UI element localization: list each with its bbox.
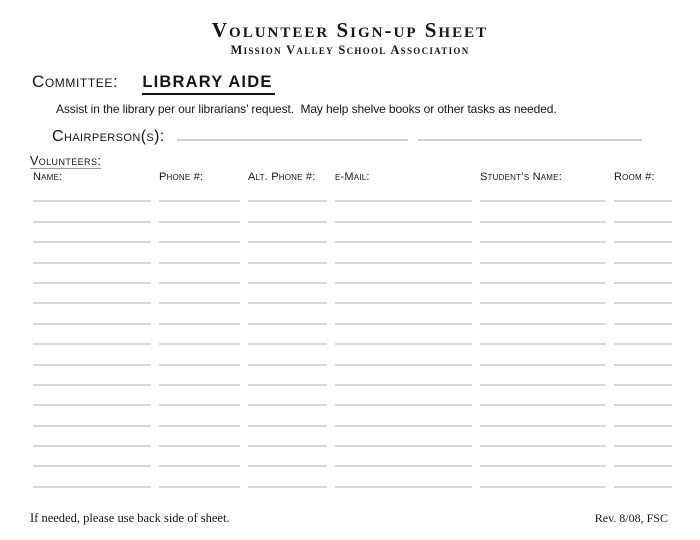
chairpersons-label: Chairperson(s): <box>52 128 165 145</box>
blank-cell <box>614 406 672 426</box>
blank-cell <box>159 325 240 345</box>
blank-cell <box>248 467 327 487</box>
blank-cell <box>480 182 606 202</box>
blank-cell <box>335 304 472 324</box>
blank-cell <box>248 325 327 345</box>
column-header-1: Phone #: <box>159 171 204 183</box>
column-header-0: Name: <box>33 171 63 183</box>
page-subtitle: Mission Valley School Association <box>230 43 470 58</box>
blank-cell <box>33 366 151 386</box>
blank-cell <box>33 182 151 202</box>
blank-cell <box>248 223 327 243</box>
table-row <box>33 386 672 406</box>
blank-cell <box>33 406 151 426</box>
committee-label: Committee: <box>32 72 119 91</box>
blank-cell <box>480 284 606 304</box>
blank-cell <box>480 223 606 243</box>
blank-cell <box>248 386 327 406</box>
blank-cell <box>335 427 472 447</box>
blank-cell <box>33 345 151 365</box>
blank-cell <box>248 284 327 304</box>
blank-cell <box>248 304 327 324</box>
blank-cell <box>159 406 240 426</box>
table-row <box>33 345 672 365</box>
blank-cell <box>480 264 606 284</box>
chairperson-blank-line-1 <box>177 129 408 141</box>
blank-cell <box>159 345 240 365</box>
blank-cell <box>335 284 472 304</box>
blank-cell <box>480 467 606 487</box>
column-header-3: e-Mail: <box>335 171 370 183</box>
blank-cell <box>159 386 240 406</box>
blank-cell <box>614 427 672 447</box>
blank-cell <box>159 264 240 284</box>
blank-cell <box>335 264 472 284</box>
blank-cell <box>159 427 240 447</box>
table-row <box>33 182 672 202</box>
blank-cell <box>248 264 327 284</box>
table-row <box>33 325 672 345</box>
table-rows <box>33 182 672 488</box>
blank-cell <box>480 325 606 345</box>
page-title: Volunteer Sign-up Sheet <box>211 18 489 42</box>
chairperson-row <box>52 128 642 146</box>
column-header-5: Room #: <box>614 171 655 183</box>
blank-cell <box>335 467 472 487</box>
blank-cell <box>33 386 151 406</box>
blank-cell <box>248 406 327 426</box>
blank-cell <box>335 243 472 263</box>
blank-cell <box>248 202 327 222</box>
blank-cell <box>614 223 672 243</box>
revision-label: Rev. 8/08, FSC <box>594 511 668 525</box>
blank-cell <box>159 243 240 263</box>
blank-cell <box>248 366 327 386</box>
blank-cell <box>614 284 672 304</box>
table-row <box>33 406 672 426</box>
blank-cell <box>614 447 672 467</box>
committee-description: Assist in the library per our librarians’ request. May help shelve books or other tasks as needed. <box>56 102 557 116</box>
table-row <box>33 366 672 386</box>
blank-cell <box>335 202 472 222</box>
footer-note: If needed, please use back side of sheet. <box>30 511 230 525</box>
table-row <box>33 284 672 304</box>
blank-cell <box>480 386 606 406</box>
blank-cell <box>614 304 672 324</box>
blank-cell <box>335 223 472 243</box>
blank-cell <box>480 447 606 467</box>
blank-cell <box>33 447 151 467</box>
blank-cell <box>480 243 606 263</box>
table-row <box>33 304 672 324</box>
blank-cell <box>33 427 151 447</box>
blank-cell <box>614 467 672 487</box>
blank-cell <box>248 182 327 202</box>
blank-cell <box>33 304 151 324</box>
page-header <box>0 19 700 58</box>
blank-cell <box>159 304 240 324</box>
table-row <box>33 202 672 222</box>
blank-cell <box>159 284 240 304</box>
table-row <box>33 427 672 447</box>
blank-cell <box>614 345 672 365</box>
blank-cell <box>159 447 240 467</box>
blank-cell <box>159 202 240 222</box>
blank-cell <box>33 243 151 263</box>
blank-cell <box>159 366 240 386</box>
blank-cell <box>159 223 240 243</box>
blank-cell <box>33 264 151 284</box>
blank-cell <box>335 386 472 406</box>
blank-cell <box>614 366 672 386</box>
blank-cell <box>33 467 151 487</box>
volunteers-heading: Volunteers: <box>30 154 102 168</box>
table-row <box>33 447 672 467</box>
table-row <box>33 264 672 284</box>
column-header-2: Alt. Phone #: <box>248 171 316 183</box>
blank-cell <box>159 467 240 487</box>
blank-cell <box>33 202 151 222</box>
blank-cell <box>248 447 327 467</box>
blank-cell <box>480 427 606 447</box>
table-row <box>33 223 672 243</box>
blank-cell <box>480 202 606 222</box>
blank-cell <box>614 243 672 263</box>
blank-cell <box>614 202 672 222</box>
blank-cell <box>33 325 151 345</box>
blank-cell <box>480 345 606 365</box>
column-header-4: Student’s Name: <box>480 171 562 183</box>
blank-cell <box>480 366 606 386</box>
blank-cell <box>335 345 472 365</box>
blank-cell <box>614 386 672 406</box>
blank-cell <box>335 406 472 426</box>
blank-cell <box>33 223 151 243</box>
blank-cell <box>159 182 240 202</box>
blank-cell <box>614 325 672 345</box>
blank-cell <box>480 304 606 324</box>
blank-cell <box>614 264 672 284</box>
blank-cell <box>33 284 151 304</box>
blank-cell <box>614 182 672 202</box>
chairperson-blank-line-2 <box>418 129 642 141</box>
blank-cell <box>335 447 472 467</box>
blank-cell <box>480 406 606 426</box>
blank-cell <box>248 243 327 263</box>
blank-cell <box>335 325 472 345</box>
blank-cell <box>335 366 472 386</box>
table-row <box>33 467 672 487</box>
blank-cell <box>248 345 327 365</box>
committee-row <box>32 72 275 95</box>
blank-cell <box>335 182 472 202</box>
table-row <box>33 243 672 263</box>
blank-cell <box>248 427 327 447</box>
committee-value: LIBRARY AIDE <box>142 73 274 95</box>
